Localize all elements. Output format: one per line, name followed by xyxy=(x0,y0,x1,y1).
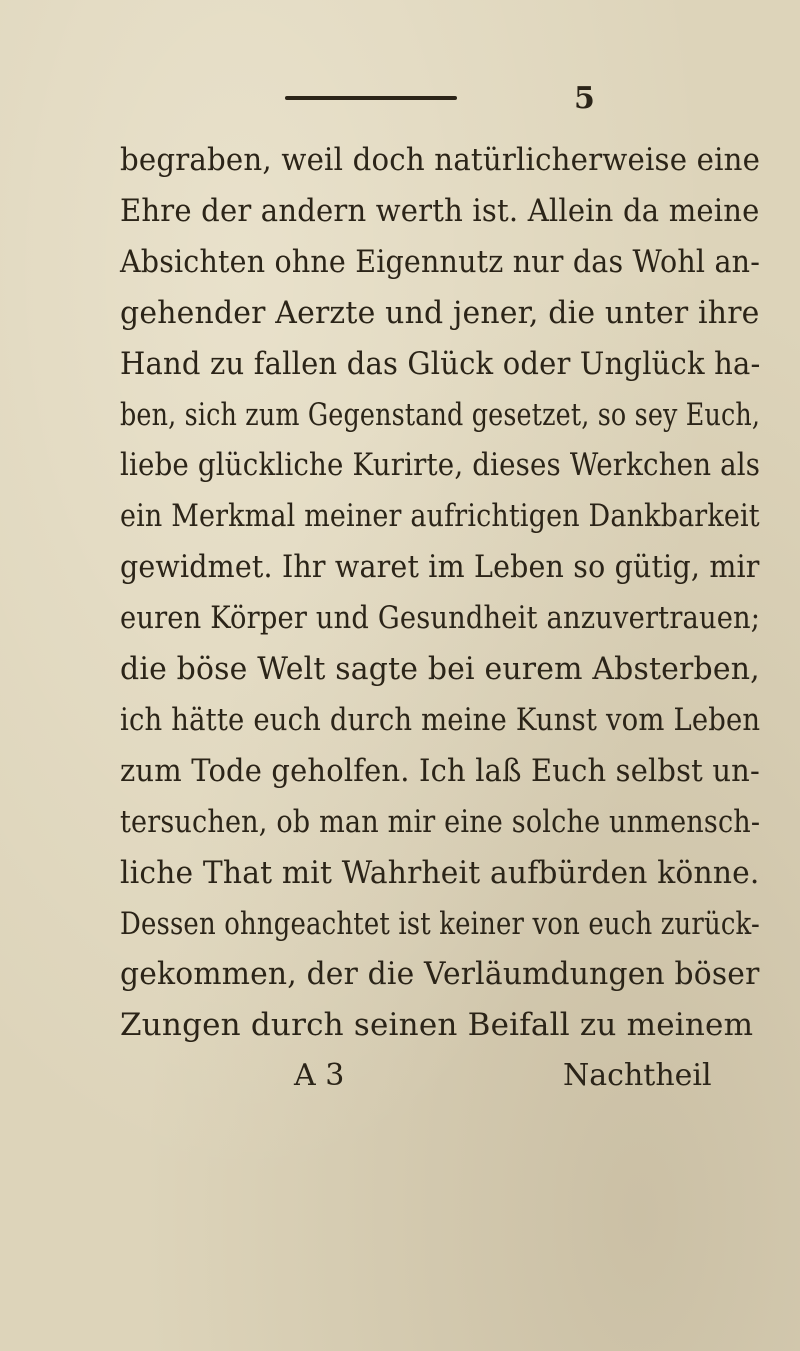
text-line: tersuchen, ob man mir eine solche unmensch- xyxy=(120,803,761,840)
text-line: gekommen, der die Verläumdungen böser xyxy=(120,956,760,993)
catchword: Nachtheil xyxy=(563,1058,712,1094)
text-line: Absichten ohne Eigennutz nur das Wohl an- xyxy=(120,243,761,280)
text-line: ich hätte euch durch meine Kunst vom Leben xyxy=(120,701,761,738)
text-line: ein Merkmal meiner aufrichtigen Dankbarkeit xyxy=(120,498,760,535)
text-line: begraben, weil doch natürlicherweise eine xyxy=(120,142,761,178)
text-line: Hand zu fallen das Glück oder Unglück ha- xyxy=(120,345,761,382)
text-line: gehender Aerzte und jener, die unter ihre xyxy=(120,294,760,331)
text-line: Zungen durch seinen Beifall zu meinem xyxy=(120,1007,754,1044)
text-line: zum Tode geholfen. Ich laß Euch selbst un- xyxy=(120,752,760,789)
text-line: liebe glückliche Kurirte, dieses Werkchen als xyxy=(120,447,761,484)
text-line: euren Körper und Gesundheit anzuvertrauen; xyxy=(120,600,761,637)
page-number: 5 xyxy=(574,81,595,116)
text-line: Dessen ohngeachtet ist keiner von euch zurück- xyxy=(120,905,760,942)
text-line: liche That mit Wahrheit aufbürden könne. xyxy=(120,854,760,891)
text-line: gewidmet. Ihr waret im Leben so gütig, mir xyxy=(120,549,760,586)
text-line: Ehre der andern werth ist. Allein da meine xyxy=(120,192,760,229)
text-line: die böse Welt sagte bei eurem Absterben, xyxy=(120,651,760,687)
text-line: ben, sich zum Gegenstand gesetzet, so sey Euch, xyxy=(120,396,761,433)
signature-mark: A 3 xyxy=(294,1058,345,1094)
